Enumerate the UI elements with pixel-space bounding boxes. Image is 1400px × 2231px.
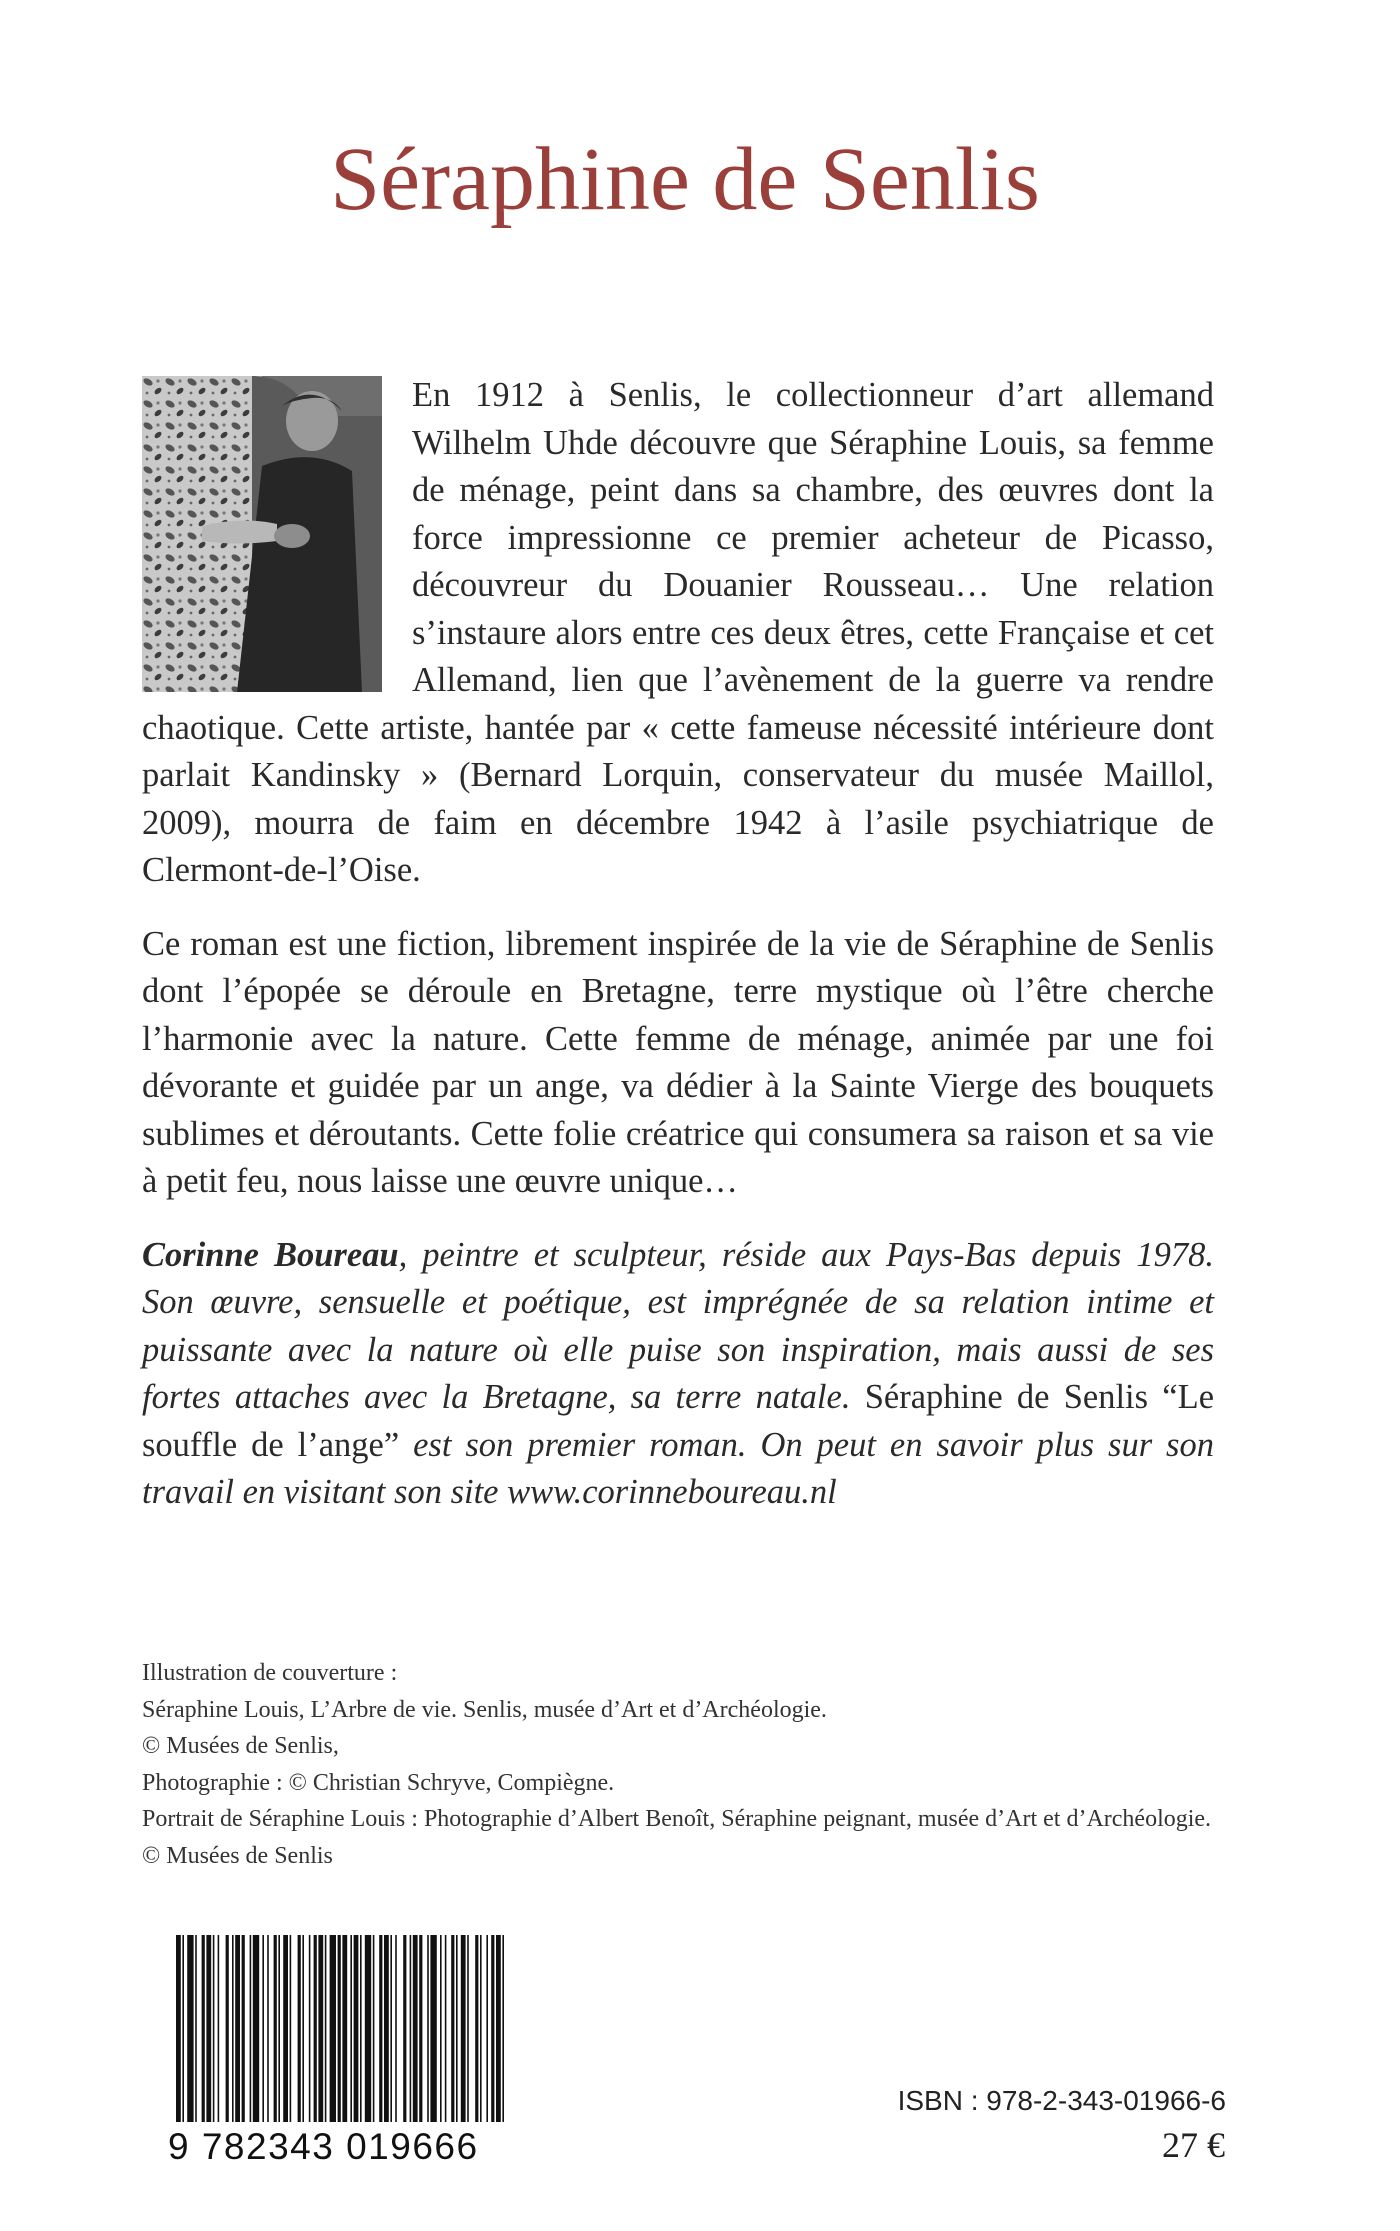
barcode-bar <box>309 1935 311 2125</box>
blurb-paragraph-2: Ce roman est une fiction, librement inspirée de la vie de Séraphine de Senlis dont l’épopée se déroule en Bretagne, terre mystique où l’être cherche l’harmonie avec la nature. Cette femme de ménage, animée par une foi dévorante et guidée par un ange, va dédier à la Sainte Vierge des bouquets sublimes et déroutants. Cette folie créatrice qui consumera sa raison et sa vie à petit feu, nous laisse une œuvre unique… <box>142 924 1214 1200</box>
barcode-bar <box>502 1935 504 2150</box>
barcode-bar <box>202 1935 205 2125</box>
blurb-paragraph-1: En 1912 à Senlis, le collectionneur d’art allemand Wilhelm Uhde découvre que Séraphine Louis, sa femme de ménage, peint dans sa chambre, des œuvres dont la force impressionne ce premier acheteur de Picasso, découvreur du Douanier Rousseau… Une relation s’instaure alors entre ces deux êtres, cette Française et cet Allemand, lien que l’avènement de la guerre va rendre chaotique. Cette artiste, hantée par « cette fameuse nécessité intérieure dont parlait Kandinsky » (Bernard Lorquin, conservateur du musée Maillol, 2009), mourra de faim en décembre 1942 à l’asile psychiatrique de Clermont-de-l’Oise. <box>142 376 1214 889</box>
cover-credits <box>142 1655 1222 1874</box>
barcode-bar <box>379 1935 382 2125</box>
barcode-bar <box>330 1935 336 2125</box>
barcode-bar <box>395 1935 397 2125</box>
barcode-bar <box>419 1935 422 2125</box>
barcode-bar <box>338 1935 341 2150</box>
book-title: Séraphine de Senlis <box>330 130 1040 229</box>
price: 27 € <box>1162 2125 1225 2165</box>
author-bio <box>142 1232 1214 1517</box>
author-bio-text-1: , peintre et sculpteur, réside aux Pays-Bas depuis 1978. Son œuvre, sensuelle et poétique, est imprégnée de sa relation intime et puissante avec la nature où elle puise son inspiration, mais aussi de ses fortes attaches avec la Bretagne, sa terre natale. <box>142 1235 1214 1416</box>
barcode-bar <box>206 1935 211 2125</box>
barcode-bar <box>480 1935 482 2125</box>
barcode-bar <box>410 1935 412 2125</box>
barcode-bar <box>283 1935 288 2125</box>
barcode-bar <box>456 1935 458 2125</box>
barcode-bar <box>365 1935 371 2125</box>
barcode-bar <box>445 1935 447 2125</box>
barcode-bar <box>342 1935 347 2150</box>
barcode-bar <box>354 1935 359 2125</box>
barcode-bar <box>451 1935 454 2125</box>
barcode-bar <box>302 1935 304 2125</box>
barcode-bar <box>314 1935 317 2125</box>
barcode-bar <box>373 1935 375 2125</box>
barcode-bar <box>403 1935 406 2125</box>
barcode-bar <box>384 1935 389 2125</box>
credit-line: © Musées de Senlis, <box>142 1733 339 1759</box>
credit-line: Illustration de couverture : <box>142 1660 398 1686</box>
barcode-bar <box>430 1935 436 2125</box>
barcode-bar <box>325 1935 327 2125</box>
barcode-bar <box>262 1935 264 2125</box>
barcode-bar <box>250 1935 252 2125</box>
barcode-bar <box>467 1935 469 2125</box>
barcode-bar <box>360 1935 362 2125</box>
barcode-bar <box>413 1935 418 2125</box>
barcode-bar <box>496 1935 501 2125</box>
barcode-bar <box>253 1935 259 2125</box>
barcode-digits: 9 782343 019666 <box>168 2122 513 2172</box>
barcode-bar <box>242 1935 245 2125</box>
author-bio-text-2: est son premier roman. On peut en savoir plus sur son travail en visitant son site www.corinneboureau.nl <box>142 1425 1214 1511</box>
barcode-bar <box>195 1935 197 2125</box>
barcode-bar <box>187 1935 193 2125</box>
barcode-bar <box>350 1935 352 2125</box>
credit-line: Portrait de Séraphine Louis : Photographie d’Albert Benoît, Séraphine peignant, musée d’Art et d’Archéologie. © Musées de Senlis <box>142 1806 1212 1869</box>
barcode-bar <box>475 1935 478 2125</box>
barcode-bar <box>390 1935 392 2125</box>
barcode-bar <box>226 1935 229 2125</box>
barcode-bar <box>218 1935 220 2125</box>
barcode-bar <box>182 1935 184 2150</box>
barcode-bar <box>298 1935 301 2125</box>
barcode-bar <box>461 1935 466 2125</box>
barcode-bar <box>427 1935 429 2125</box>
barcode-bar <box>491 1935 494 2125</box>
credit-line: Photographie : © Christian Schryve, Compiègne. <box>142 1769 615 1796</box>
barcode-bar <box>486 1935 488 2125</box>
portrait-photo <box>142 376 382 692</box>
barcode-bar <box>213 1935 215 2125</box>
barcode-bar <box>440 1935 442 2125</box>
back-cover-blurb <box>142 372 1214 1543</box>
author-name: Corinne Boureau <box>142 1235 399 1274</box>
barcode-bar <box>318 1935 323 2125</box>
isbn: ISBN : 978-2-343-01966-6 <box>897 2085 1226 2116</box>
barcode-bar <box>232 1935 234 2125</box>
novel-title: Séraphine de Senlis “Le souffle de l’ange” <box>142 1378 1215 1464</box>
barcode-bar <box>290 1935 292 2125</box>
barcode-bar <box>274 1935 277 2125</box>
barcode-bar <box>235 1935 240 2125</box>
credit-line: Séraphine Louis, L’Arbre de vie. Senlis, musée d’Art et d’Archéologie. <box>142 1696 827 1723</box>
barcode-bar <box>278 1935 280 2125</box>
barcode-bar <box>267 1935 269 2125</box>
barcode-bar <box>176 1935 181 2150</box>
